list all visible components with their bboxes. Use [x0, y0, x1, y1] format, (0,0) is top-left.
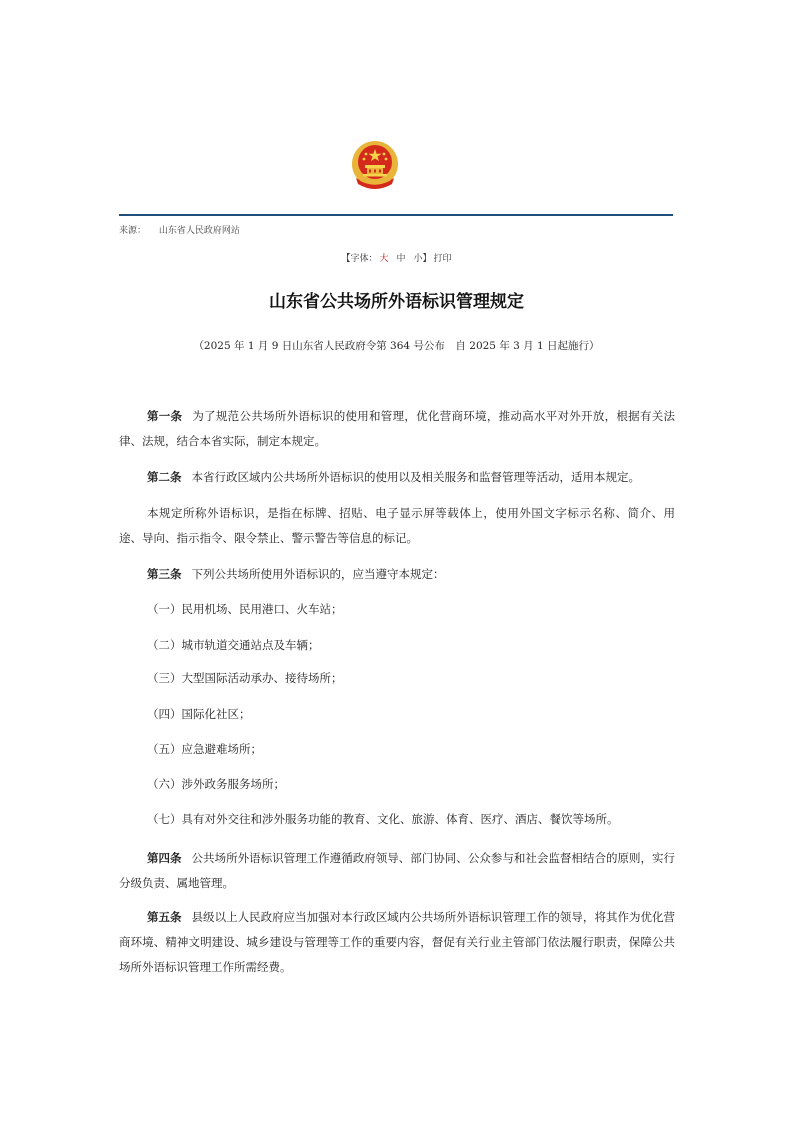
promulgation-note: （2025 年 1 月 9 日山东省人民政府令第 364 号公布 自 2025 年 3 月 1 日起施行）	[193, 340, 600, 352]
article-1-head: 第一条	[147, 409, 183, 423]
page-title: 山东省公共场所外语标识管理规定	[269, 292, 524, 312]
article-2	[119, 465, 675, 490]
article-2-definition-text: 本规定所称外语标识，是指在标牌、招贴、电子显示屏等载体上，使用外国文字标示名称、简介、用途、导向、指示指令、限令禁止、警示警告等信息的标记。	[119, 506, 675, 545]
article-2-definition	[119, 501, 675, 551]
list-item: （五）应急避难场所；	[147, 742, 262, 756]
source-line	[119, 223, 240, 236]
font-size-controls	[0, 251, 793, 264]
article-3-head: 第三条	[147, 567, 182, 581]
source-label: 来源：	[119, 226, 147, 236]
font-size-small-button[interactable]: 小	[413, 254, 423, 264]
list-item: （二）城市轨道交通站点及车辆；	[147, 638, 320, 652]
font-size-suffix: 】	[422, 254, 432, 264]
article-4-head: 第四条	[147, 851, 182, 865]
font-size-medium-button[interactable]: 中	[396, 254, 406, 264]
font-size-prefix: 【字体：	[341, 254, 378, 264]
article-5-text: 县级以上人民政府应当加强对本行政区域内公共场所外语标识管理工作的领导，将其作为优化营商环境、精神文明建设、城乡建设与管理等工作的重要内容，督促有关行业主管部门依法履行职责，保障公共场所外语标识管理工作所需经费。	[119, 910, 676, 974]
article-3	[119, 562, 675, 587]
article-5-head: 第五条	[147, 910, 182, 924]
national-emblem-icon	[350, 140, 400, 192]
list-item: （一）民用机场、民用港口、火车站；	[147, 602, 343, 616]
article-3-text: 下列公共场所使用外语标识的，应当遵守本规定：	[191, 567, 445, 581]
article-2-text: 本省行政区域内公共场所外语标识的使用以及相关服务和监督管理等活动，适用本规定。	[191, 470, 640, 484]
list-item: （四）国际化社区；	[147, 707, 251, 721]
header-divider	[119, 214, 673, 216]
list-item: （六）涉外政务服务场所；	[147, 777, 285, 791]
source-link[interactable]: 山东省人民政府网站	[158, 226, 240, 236]
article-4	[119, 846, 675, 896]
article-5	[119, 905, 675, 980]
article-1	[119, 404, 675, 454]
font-size-large-button[interactable]: 大	[379, 254, 389, 264]
article-1-text: 为了规范公共场所外语标识的使用和管理，优化营商环境，推动高水平对外开放，根据有关法律、法规，结合本省实际，制定本规定。	[119, 409, 676, 448]
list-item: （七）具有对外交往和涉外服务功能的教育、文化、旅游、体育、医疗、酒店、餐饮等场所。	[147, 812, 619, 826]
list-item: （三）大型国际活动承办、接待场所；	[147, 671, 343, 685]
article-2-head: 第二条	[147, 470, 182, 484]
article-4-text: 公共场所外语标识管理工作遵循政府领导、部门协同、公众参与和社会监督相结合的原则，实行分级负责、属地管理。	[119, 851, 676, 890]
print-button[interactable]: 打印	[433, 254, 452, 264]
